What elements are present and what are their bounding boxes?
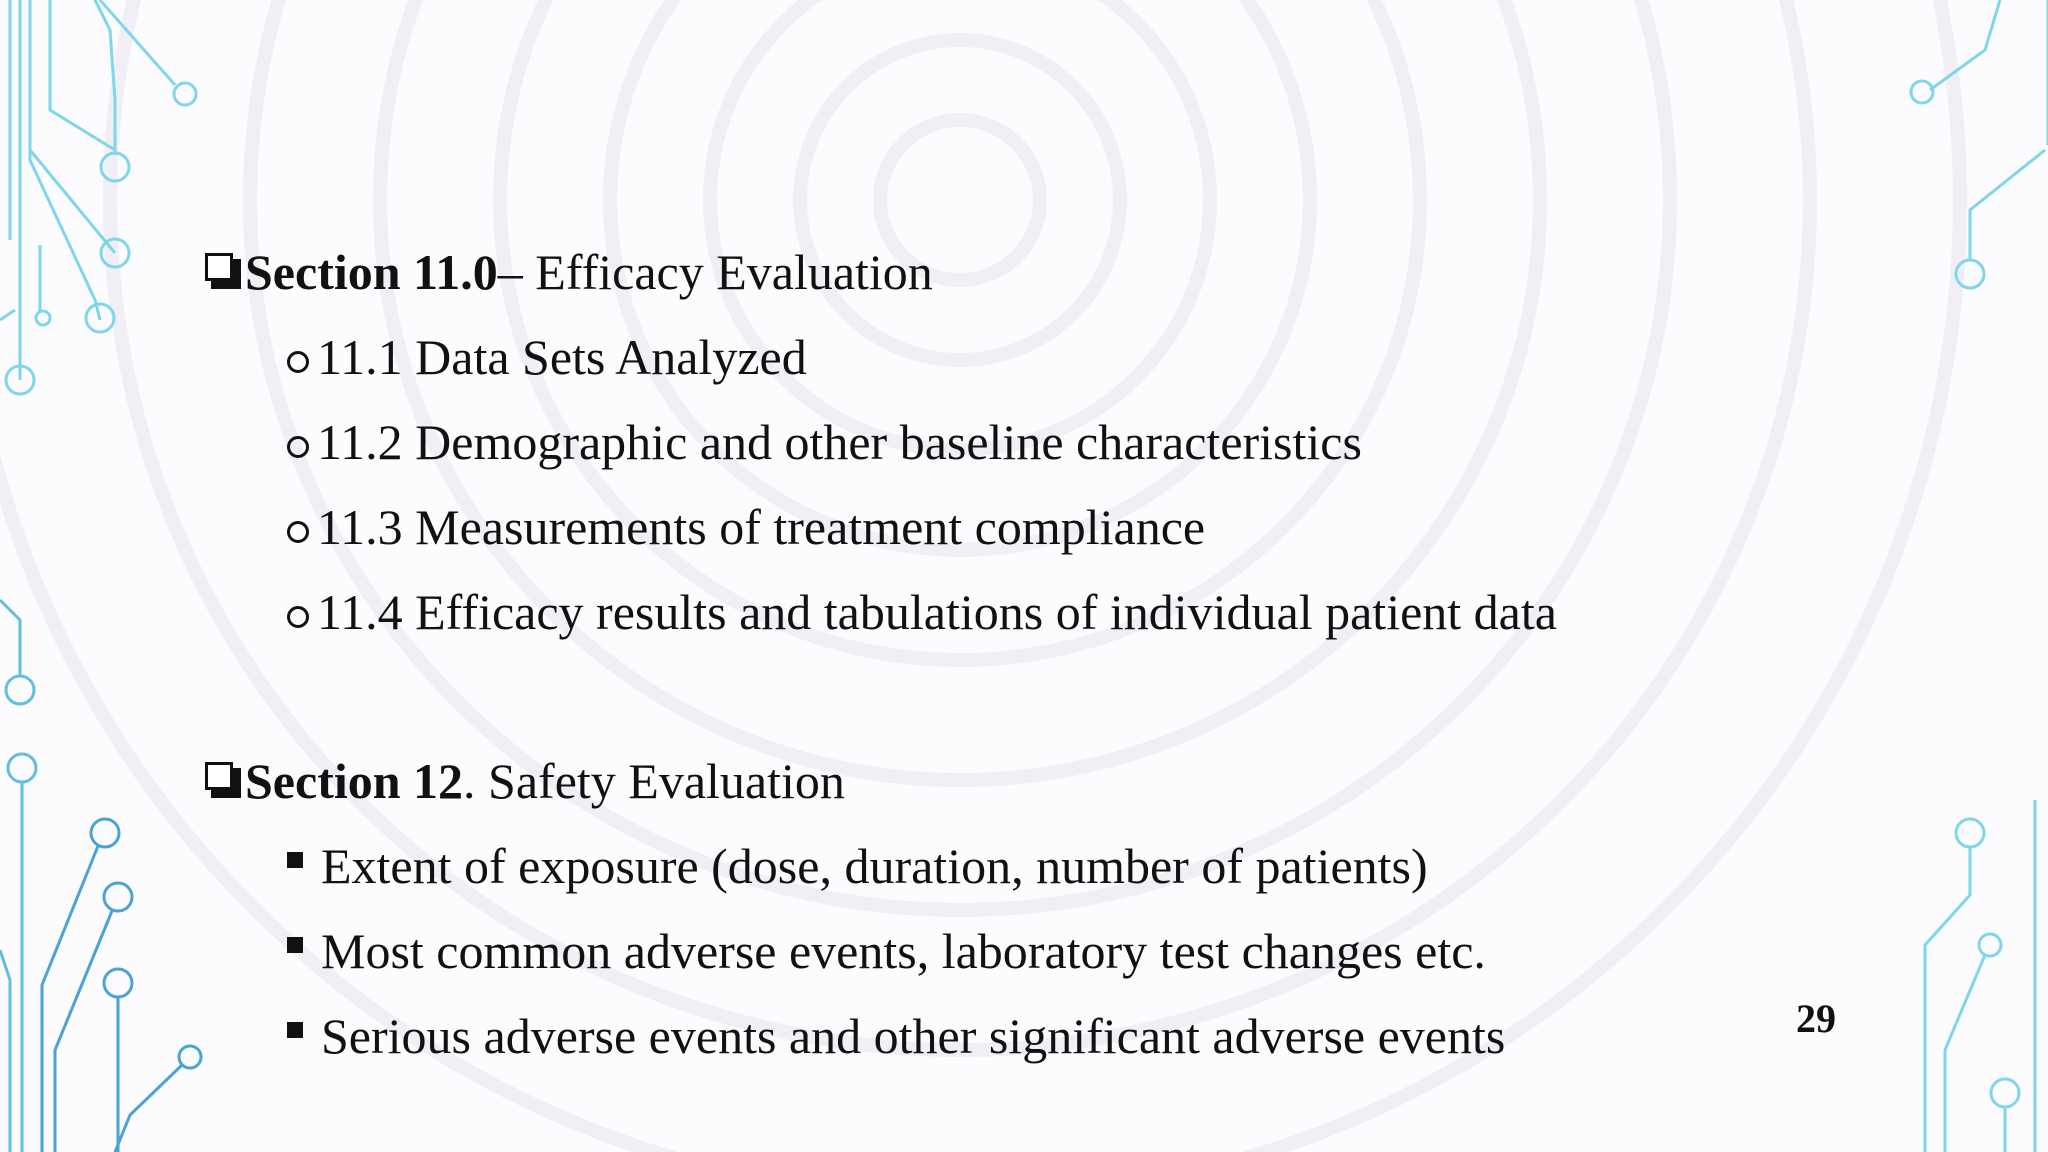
section-11-item: [205, 485, 1905, 570]
slide-content: [205, 230, 1905, 1079]
list-item-text: 11.3 Measurements of treatment compliance: [317, 499, 1206, 555]
square-bullet-icon: [287, 852, 303, 868]
section-11-item: [205, 400, 1905, 485]
section-11-title-bold: Section 11.0: [245, 244, 498, 300]
section-11-item: [205, 570, 1905, 655]
circle-bullet-icon: [287, 351, 309, 373]
section-12-item: [205, 909, 1905, 994]
section-12-title-rest: . Safety Evaluation: [463, 753, 845, 809]
list-item-text: 11.4 Efficacy results and tabulations of individual patient data: [317, 584, 1557, 640]
list-item-text: 11.2 Demographic and other baseline characteristics: [317, 414, 1362, 470]
circle-bullet-icon: [287, 606, 309, 628]
section-11-title-rest: – Efficacy Evaluation: [497, 244, 933, 300]
section-12-item: [205, 824, 1905, 909]
list-item-text: Extent of exposure (dose, duration, number of patients): [321, 838, 1428, 894]
section-12-title-bold: Section 12: [245, 753, 464, 809]
checkbox-bullet-icon: [205, 253, 241, 289]
list-item-text: 11.1 Data Sets Analyzed: [317, 329, 807, 385]
section-11-heading: [205, 230, 1905, 315]
circle-bullet-icon: [287, 436, 309, 458]
section-12-heading: [205, 739, 1905, 824]
section-11-item: [205, 315, 1905, 400]
circle-bullet-icon: [287, 521, 309, 543]
square-bullet-icon: [287, 1022, 303, 1038]
section-12-item: [205, 994, 1905, 1079]
list-item-text: Most common adverse events, laboratory test changes etc.: [321, 923, 1486, 979]
page-number: 29: [1796, 996, 1836, 1041]
square-bullet-icon: [287, 937, 303, 953]
checkbox-bullet-icon: [205, 762, 241, 798]
list-item-text: Serious adverse events and other significant adverse events: [321, 1008, 1506, 1064]
